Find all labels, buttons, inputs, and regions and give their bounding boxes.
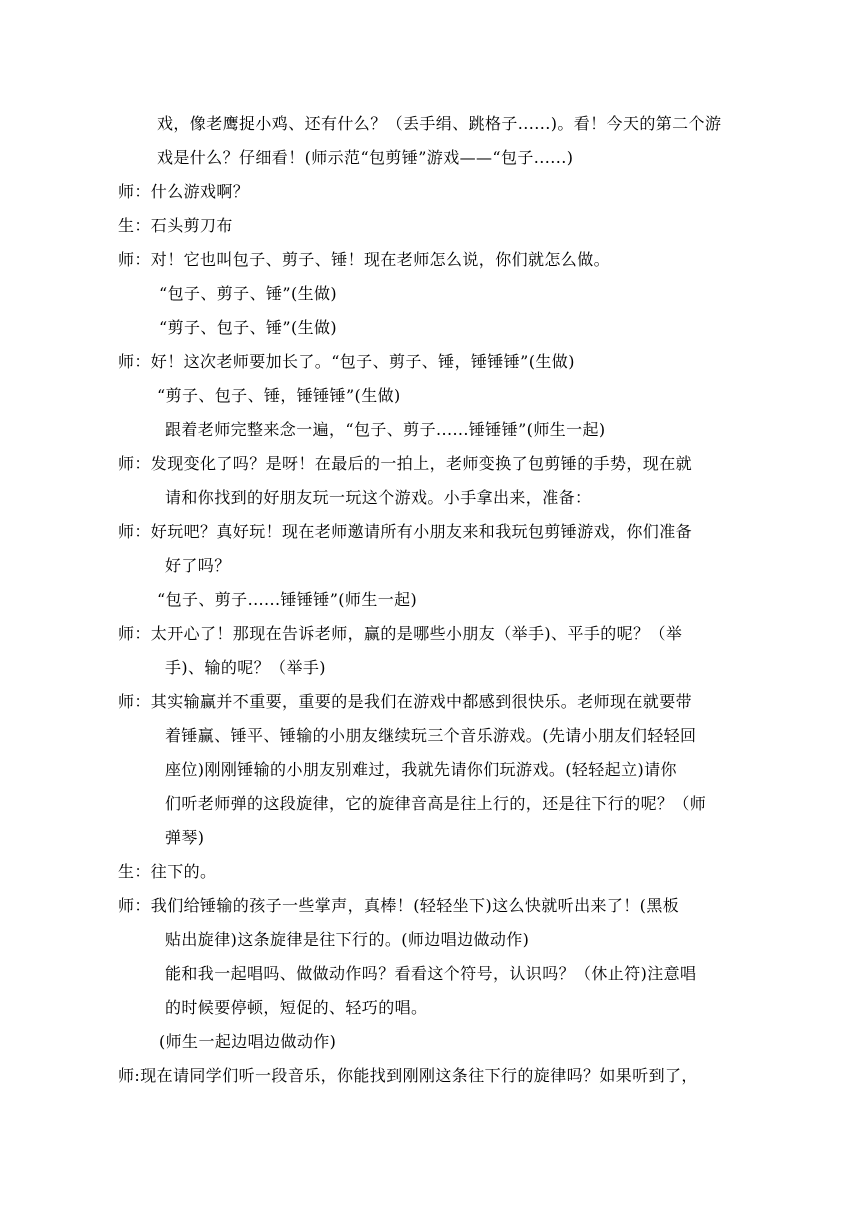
text-line: 师：好！这次老师要加长了。“包子、剪子、锤，锤锤锤”(生做)	[118, 352, 575, 371]
text-line: 生：往下的。	[118, 862, 217, 881]
text-line: 师：其实输赢并不重要，重要的是我们在游戏中都感到很快乐。老师现在就要带	[118, 692, 693, 711]
text-line: 生：石头剪刀布	[118, 216, 233, 235]
text-line: “包子、剪子、锤”(生做)	[159, 284, 338, 303]
text-line: 戏是什么？仔细看！(师示范“包剪锤”游戏——“包子......)	[157, 148, 574, 167]
text-line: 好了吗？	[165, 556, 231, 575]
text-line: 师：对！它也叫包子、剪子、锤！现在老师怎么说，你们就怎么做。	[118, 250, 611, 269]
text-line: “剪子、包子、锤，锤锤锤”(生做)	[157, 386, 401, 405]
text-line: 座位)刚刚锤输的小朋友别难过，我就先请你们玩游戏。(轻轻起立)请你	[165, 760, 677, 779]
text-line: 师:现在请同学们听一段音乐，你能找到刚刚这条往下行的旋律吗？如果听到了，	[118, 1066, 698, 1085]
text-line: 戏，像老鹰捉小鸡、还有什么？（丢手绢、跳格子......)。看！今天的第二个游	[157, 114, 722, 133]
text-line: 贴出旋律)这条旋律是往下行的。(师边唱边做动作)	[165, 930, 530, 949]
text-line: 的时候要停顿，短促的、轻巧的唱。	[165, 998, 428, 1017]
text-line: 手)、输的呢？（举手)	[165, 658, 326, 677]
text-line: 师：发现变化了吗？是呀！在最后的一拍上，老师变换了包剪锤的手势，现在就	[118, 454, 693, 473]
text-line: “剪子、包子、锤”(生做)	[159, 318, 338, 337]
text-line: 师：太开心了！那现在告诉老师，赢的是哪些小朋友（举手)、平手的呢？（举	[118, 624, 683, 643]
text-line: “包子、剪子......锤锤锤”(师生一起)	[157, 590, 418, 609]
text-line: 弹琴)	[165, 828, 205, 847]
text-line: 能和我一起唱吗、做做动作吗？看看这个符号，认识吗？（休止符)注意唱	[165, 964, 697, 983]
text-line: 们听老师弹的这段旋律，它的旋律音高是往上行的，还是往下行的呢？（师	[165, 794, 707, 813]
text-line: 着锤赢、锤平、锤输的小朋友继续玩三个音乐游戏。(先请小朋友们轻轻回	[165, 726, 697, 745]
text-line: (师生一起边唱边做动作)	[159, 1032, 337, 1051]
text-line: 师：好玩吧？真好玩！现在老师邀请所有小朋友来和我玩包剪锤游戏，你们准备	[118, 522, 693, 541]
text-line: 师：我们给锤输的孩子一些掌声，真棒！(轻轻坐下)这么快就听出来了！(黑板	[118, 896, 680, 915]
text-line: 请和你找到的好朋友玩一玩这个游戏。小手拿出来，准备：	[165, 488, 592, 507]
text-line: 跟着老师完整来念一遍，“包子、剪子......锤锤锤”(师生一起)	[165, 420, 606, 439]
text-line: 师：什么游戏啊？	[118, 182, 250, 201]
